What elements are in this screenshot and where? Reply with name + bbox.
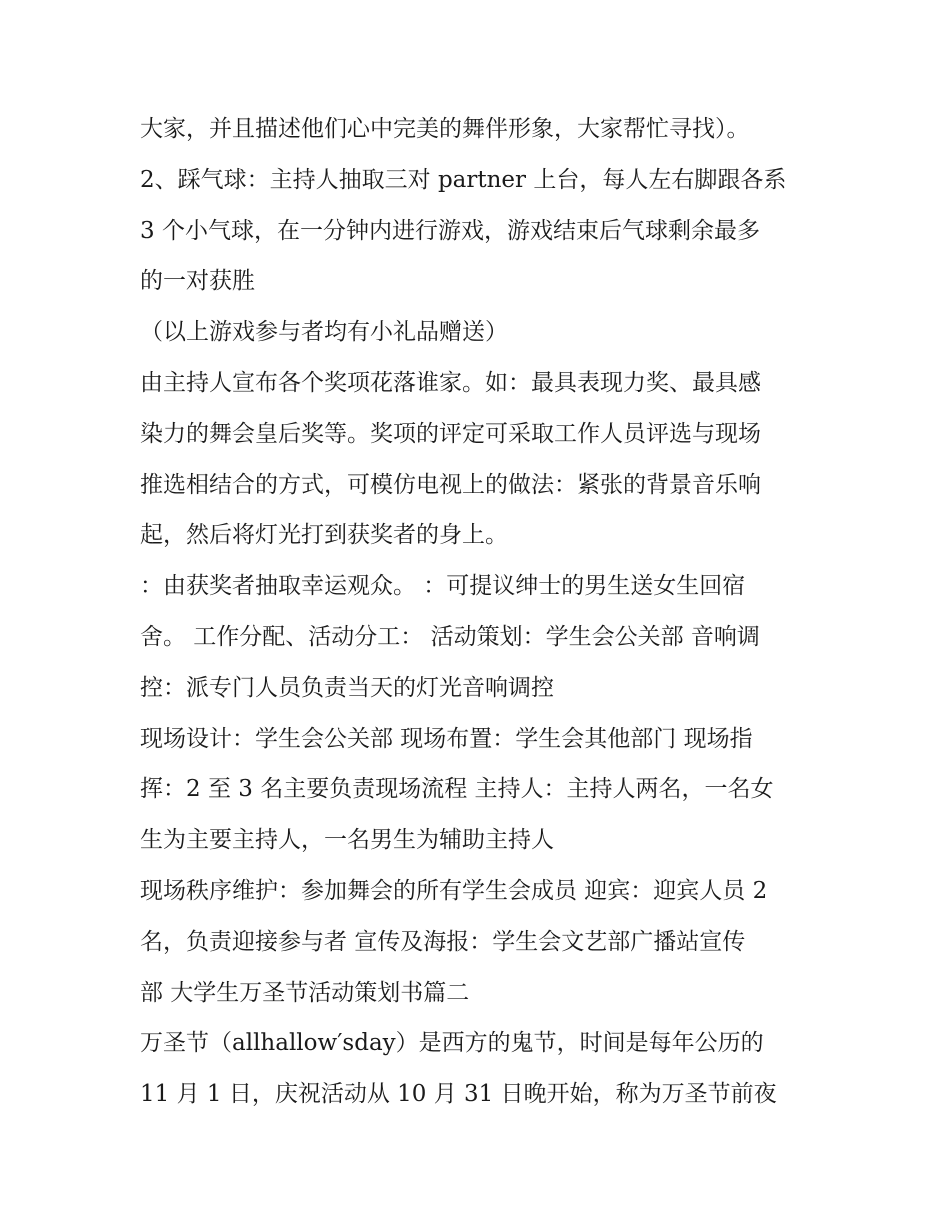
text-line: 2、踩气球：主持人抽取三对 partner 上台，每人左右脚跟各系 bbox=[140, 166, 787, 193]
text-line: 部 大学生万圣节活动策划书篇二 bbox=[140, 979, 470, 1006]
text-line: 11 月 1 日，庆祝活动从 10 月 31 日晚开始，称为万圣节前夜 bbox=[140, 1081, 777, 1108]
text-line: 3 个小气球，在一分钟内进行游戏，游戏结束后气球剩余最多 bbox=[140, 217, 760, 244]
text-line: 万圣节（allhallow′sday）是西方的鬼节，时间是每年公历的 bbox=[140, 1030, 764, 1057]
text-line: 的一对获胜 bbox=[140, 268, 255, 295]
text-line: 控：派专门人员负责当天的灯光音响调控 bbox=[140, 674, 554, 701]
text-line: 染力的舞会皇后奖等。奖项的评定可采取工作人员评选与现场 bbox=[140, 420, 761, 447]
text-line: 挥：2 至 3 名主要负责现场流程 主持人：主持人两名，一名女 bbox=[140, 776, 774, 803]
text-line: 名，负责迎接参与者 宣传及海报：学生会文艺部广播站宣传 bbox=[140, 928, 746, 955]
text-line: 大家，并且描述他们心中完美的舞伴形象，大家帮忙寻找）。 bbox=[140, 116, 750, 142]
text-line: 现场设计：学生会公关部 现场布置：学生会其他部门 现场指 bbox=[140, 725, 753, 752]
text-line: 起，然后将灯光打到获奖者的身上。 bbox=[140, 522, 508, 549]
document-body bbox=[140, 104, 830, 1120]
text-line: 由主持人宣布各个奖项花落谁家。如：最具表现力奖、最具感 bbox=[140, 369, 761, 396]
text-line: （以上游戏参与者均有小礼品赠送） bbox=[140, 319, 508, 346]
text-line: 生为主要主持人，一名男生为辅助主持人 bbox=[140, 827, 554, 854]
text-line: 现场秩序维护：参加舞会的所有学生会成员 迎宾：迎宾人员 2 bbox=[140, 877, 768, 904]
text-line: 舍。 工作分配、活动分工： 活动策划：学生会公关部 音响调 bbox=[140, 623, 760, 650]
text-line: 推选相结合的方式，可模仿电视上的做法：紧张的背景音乐响 bbox=[140, 471, 761, 498]
text-line: ：由获奖者抽取幸运观众。 ：可提议绅士的男生送女生回宿 bbox=[140, 573, 746, 600]
